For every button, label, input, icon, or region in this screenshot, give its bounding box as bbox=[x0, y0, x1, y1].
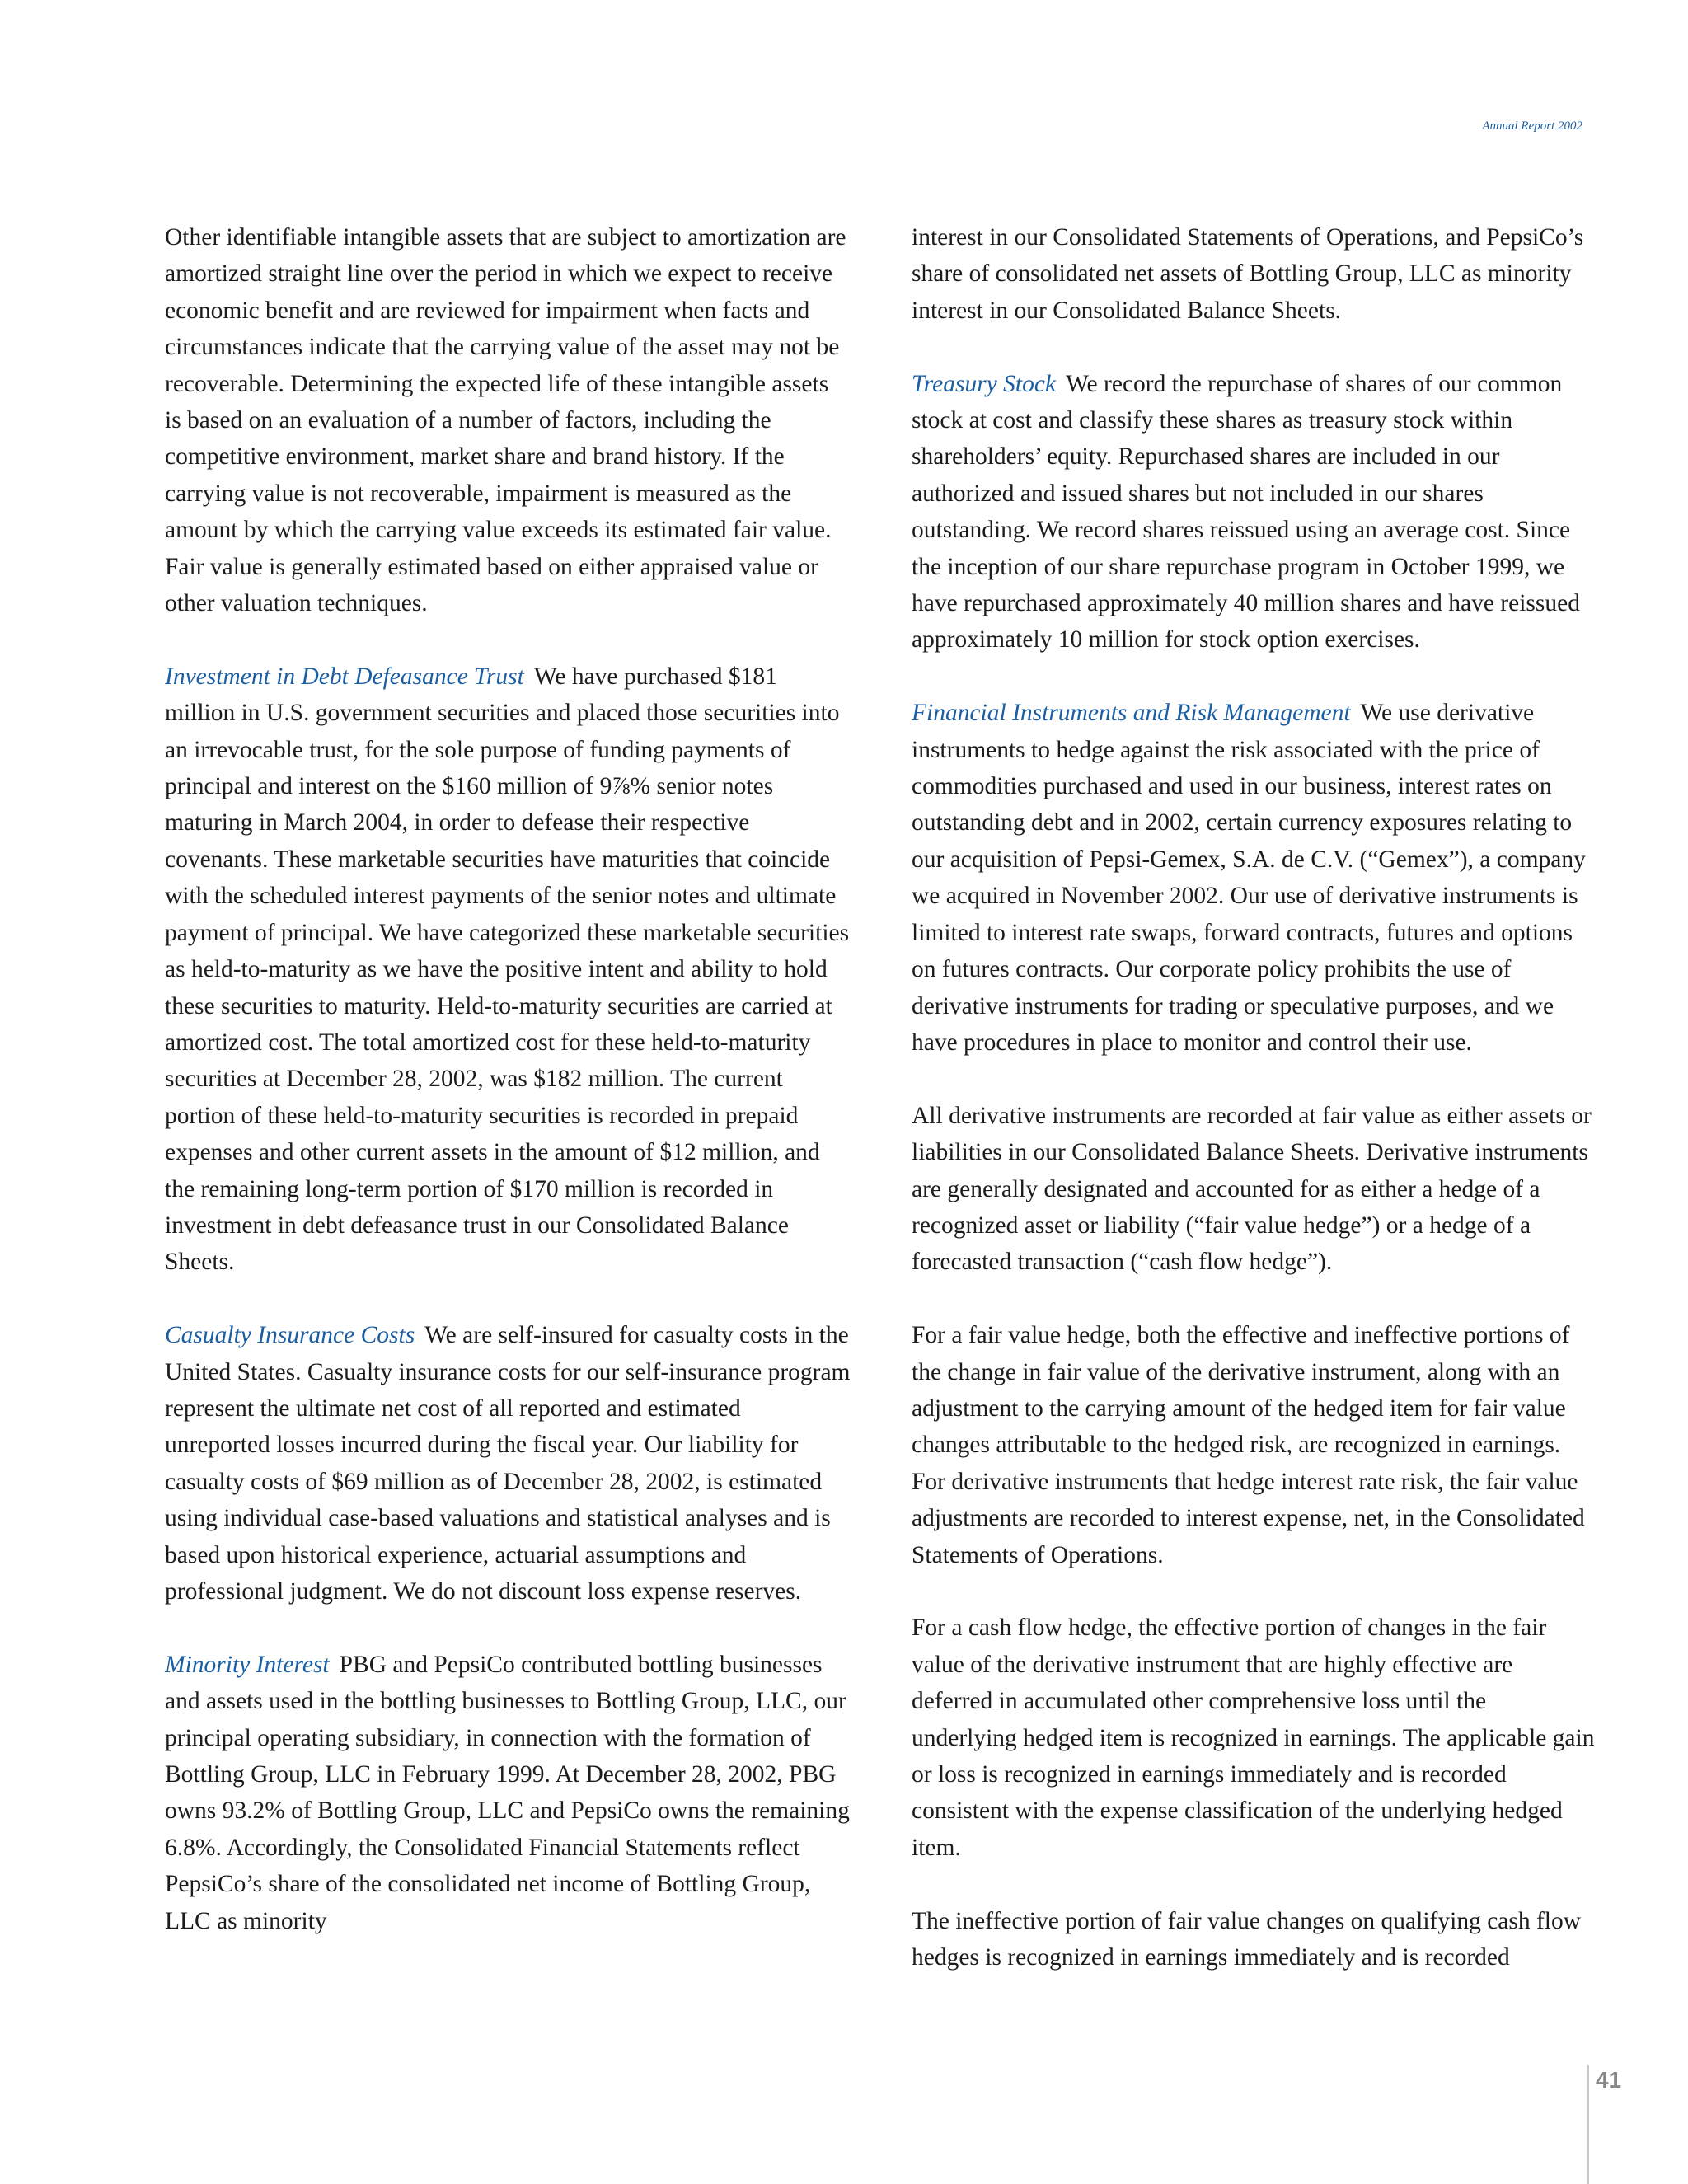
paragraph-text: PBG and PepsiCo contributed bottling businesses and assets used in the bottling businesses to Bottling Group, LLC, our principal operating subsidiary, in connection with the formation of Bottling Group, LLC in February 1999. At December 28, 2002, PBG owns 93.2% of Bottling Group, LLC and PepsiCo owns the remaining 6.8%. Accordingly, the Consolidated Financial Statements reflect PepsiCo’s share of the consolidated net income of Bottling Group, LLC as minority bbox=[165, 1651, 850, 1934]
paragraph-text: interest in our Consolidated Statements of Operations, and PepsiCo’s share of consolidated net assets of Bottling Group, LLC as minority interest in our Consolidated Balance Sheets. bbox=[912, 224, 1584, 324]
paragraph-text: All derivative instruments are recorded at fair value as either assets or liabilities in our Consolidated Balance Sheets. Derivative instruments are generally designated and accounted for as either a hedge of a recognized asset or liability (“fair value hedge”) or a hedge of a forecasted transaction (“cash flow hedge”). bbox=[912, 1102, 1592, 1276]
paragraph-text: We record the repurchase of shares of our common stock at cost and classify these shares as treasury stock within shareholders’ equity. Repurchased shares are included in our authorized and issued shares but not included in our shares outstanding. We record shares reissued using an average cost. Since the inception of our share repurchase program in October 1999, we have repurchased approximately 40 million shares and have reissued approximately 10 million for stock option exercises. bbox=[912, 370, 1580, 654]
paragraph-financial-instruments bbox=[912, 695, 1597, 1061]
paragraph-cash-flow-hedge bbox=[912, 1610, 1597, 1866]
right-column bbox=[912, 219, 1597, 2013]
paragraph-fair-value-hedge bbox=[912, 1317, 1597, 1573]
paragraph-minority-interest bbox=[165, 1647, 851, 1939]
section-heading-minority-interest: Minority Interest bbox=[165, 1651, 330, 1678]
page-number: 41 bbox=[1596, 2067, 1622, 2093]
paragraph-ineffective-portion bbox=[912, 1903, 1597, 1976]
left-column bbox=[165, 219, 851, 1975]
paragraph-derivative-recording bbox=[912, 1098, 1597, 1281]
paragraph-text: We use derivative instruments to hedge against the risk associated with the price of commodities purchased and used in our business, interest rates on outstanding debt and in 2002, certain currency exposures relating to our acquisition of Pepsi-Gemex, S.A. de C.V. (“Gemex”), a company we acquired in November 2002. Our use of derivative instruments is limited to interest rate swaps, forward contracts, futures and options on futures contracts. Our corporate policy prohibits the use of derivative instruments for trading or speculative purposes, and we have procedures in place to monitor and control their use. bbox=[912, 700, 1586, 1056]
paragraph-intangible-assets bbox=[165, 219, 851, 621]
running-header: Annual Report 2002 bbox=[1482, 120, 1582, 133]
paragraph-text: The ineffective portion of fair value changes on qualifying cash flow hedges is recognized in earnings immediately and is recorded bbox=[912, 1907, 1582, 1971]
paragraph-minority-interest-continued bbox=[912, 219, 1597, 329]
page-number-divider bbox=[1587, 2065, 1589, 2184]
paragraph-text: For a fair value hedge, both the effective and ineffective portions of the change in fair value of the derivative instrument, along with an adjustment to the carrying amount of the hedged item for fair value changes attributable to the hedged risk, are recognized in earnings. For derivative instruments that hedge interest rate risk, the fair value adjustments are recorded to interest expense, net, in the Consolidated Statements of Operations. bbox=[912, 1322, 1585, 1568]
section-heading-treasury-stock: Treasury Stock bbox=[912, 370, 1057, 397]
section-heading-financial-instruments: Financial Instruments and Risk Management bbox=[912, 700, 1351, 727]
section-heading-casualty-insurance: Casualty Insurance Costs bbox=[165, 1322, 415, 1349]
paragraph-treasury-stock bbox=[912, 366, 1597, 658]
paragraph-casualty-insurance bbox=[165, 1317, 851, 1610]
paragraph-text: We have purchased $181 million in U.S. government securities and placed those securities into an irrevocable trust, for the sole purpose of funding payments of principal and interest on the $160 million of 9⅞% senior notes maturing in March 2004, in order to defease their respective covenants. These marketable securities have maturities that coincide with the scheduled interest payments of the senior notes and ultimate payment of principal. We have categorized these marketable securities as held-to-maturity as we have the positive intent and ability to hold these securities to maturity. Held-to-maturity securities are carried at amortized cost. The total amortized cost for these held-to-maturity securities at December 28, 2002, was $182 million. The current portion of these held-to-maturity securities is recorded in prepaid expenses and other current assets in the amount of $12 million, and the remaining long-term portion of $170 million is recorded in investment in debt defeasance trust in our Consolidated Balance Sheets. bbox=[165, 663, 850, 1276]
paragraph-text: We are self-insured for casualty costs in the United States. Casualty insurance costs for our self-insurance program represent the ultimate net cost of all reported and estimated unreported losses incurred during the fiscal year. Our liability for casualty costs of $69 million as of December 28, 2002, is estimated using individual case-based valuations and statistical analyses and is based upon historical experience, actuarial assumptions and professional judgment. We do not discount loss expense reserves. bbox=[165, 1322, 851, 1605]
paragraph-debt-defeasance-trust bbox=[165, 658, 851, 1281]
section-heading-debt-defeasance-trust: Investment in Debt Defeasance Trust bbox=[165, 663, 524, 690]
paragraph-text: Other identifiable intangible assets that are subject to amortization are amortized straight line over the period in which we expect to receive economic benefit and are reviewed for impairment when facts and circumstances indicate that the carrying value of the asset may not be recoverable. Determining the expected life of these intangible assets is based on an evaluation of a number of factors, including the competitive environment, market share and brand history. If the carrying value is not recoverable, impairment is measured as the amount by which the carrying value exceeds its estimated fair value. Fair value is generally estimated based on either appraised value or other valuation techniques. bbox=[165, 224, 846, 617]
paragraph-text: For a cash flow hedge, the effective portion of changes in the fair value of the derivative instrument that are highly effective are deferred in accumulated other comprehensive loss until the underlying hedged item is recognized in earnings. The applicable gain or loss is recognized in earnings immediately and is recorded consistent with the expense classification of the underlying hedged item. bbox=[912, 1615, 1595, 1861]
